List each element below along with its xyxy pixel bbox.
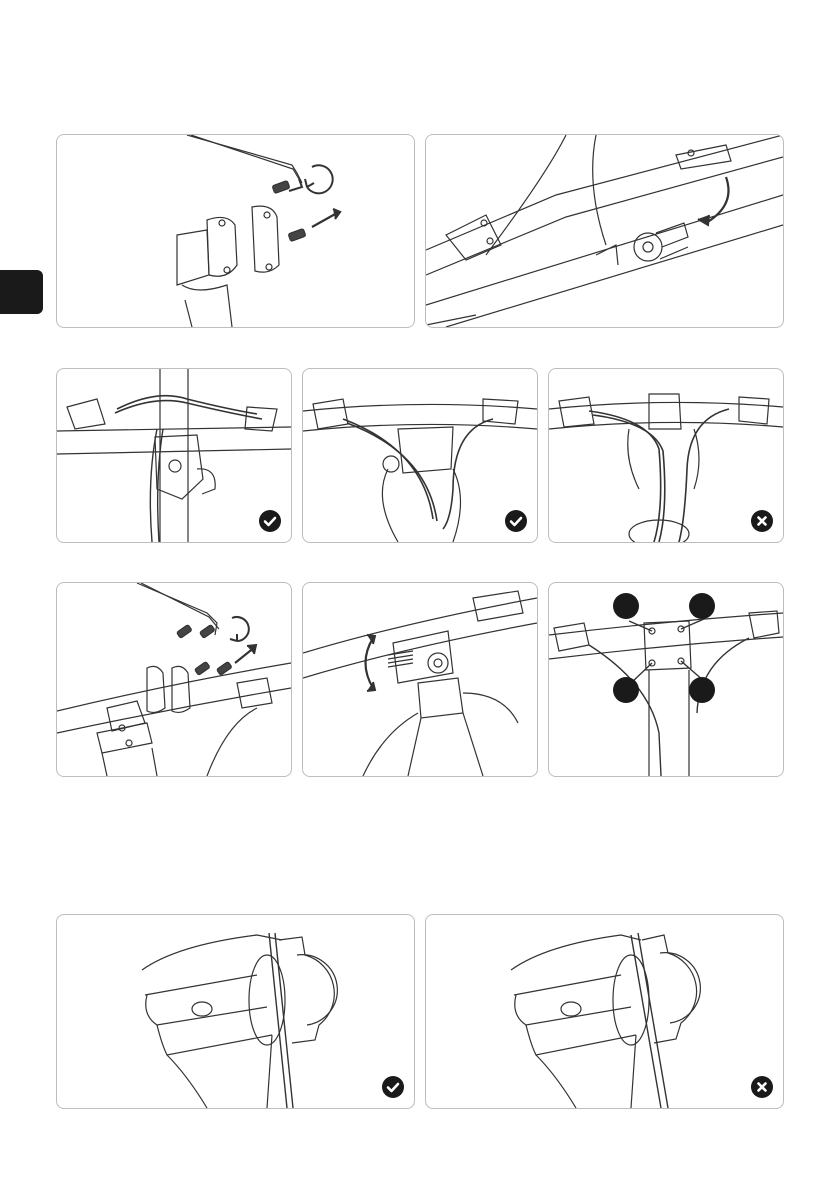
callout-2-icon <box>689 593 715 619</box>
panel-remove-faceplate <box>56 134 415 328</box>
callout-1-icon <box>613 593 639 619</box>
panel-position-cockpit <box>425 134 784 328</box>
panel-install-faceplate <box>56 582 292 777</box>
panel-torque-sequence <box>548 582 784 777</box>
panel-gap-even <box>56 914 415 1109</box>
verdict-correct-icon <box>382 1076 404 1098</box>
verdict-incorrect-icon <box>751 1076 773 1098</box>
panel-rotate-handlebar <box>302 582 538 777</box>
verdict-correct-icon <box>505 510 527 532</box>
verdict-correct-icon <box>259 510 281 532</box>
section-tab <box>0 270 43 314</box>
panel-cable-routing-c <box>548 368 784 543</box>
panel-cable-routing-b <box>302 368 538 543</box>
callout-3-icon <box>613 677 639 703</box>
panel-gap-uneven <box>425 914 784 1109</box>
verdict-incorrect-icon <box>751 510 773 532</box>
panel-cable-routing-a <box>56 368 292 543</box>
callout-4-icon <box>689 677 715 703</box>
